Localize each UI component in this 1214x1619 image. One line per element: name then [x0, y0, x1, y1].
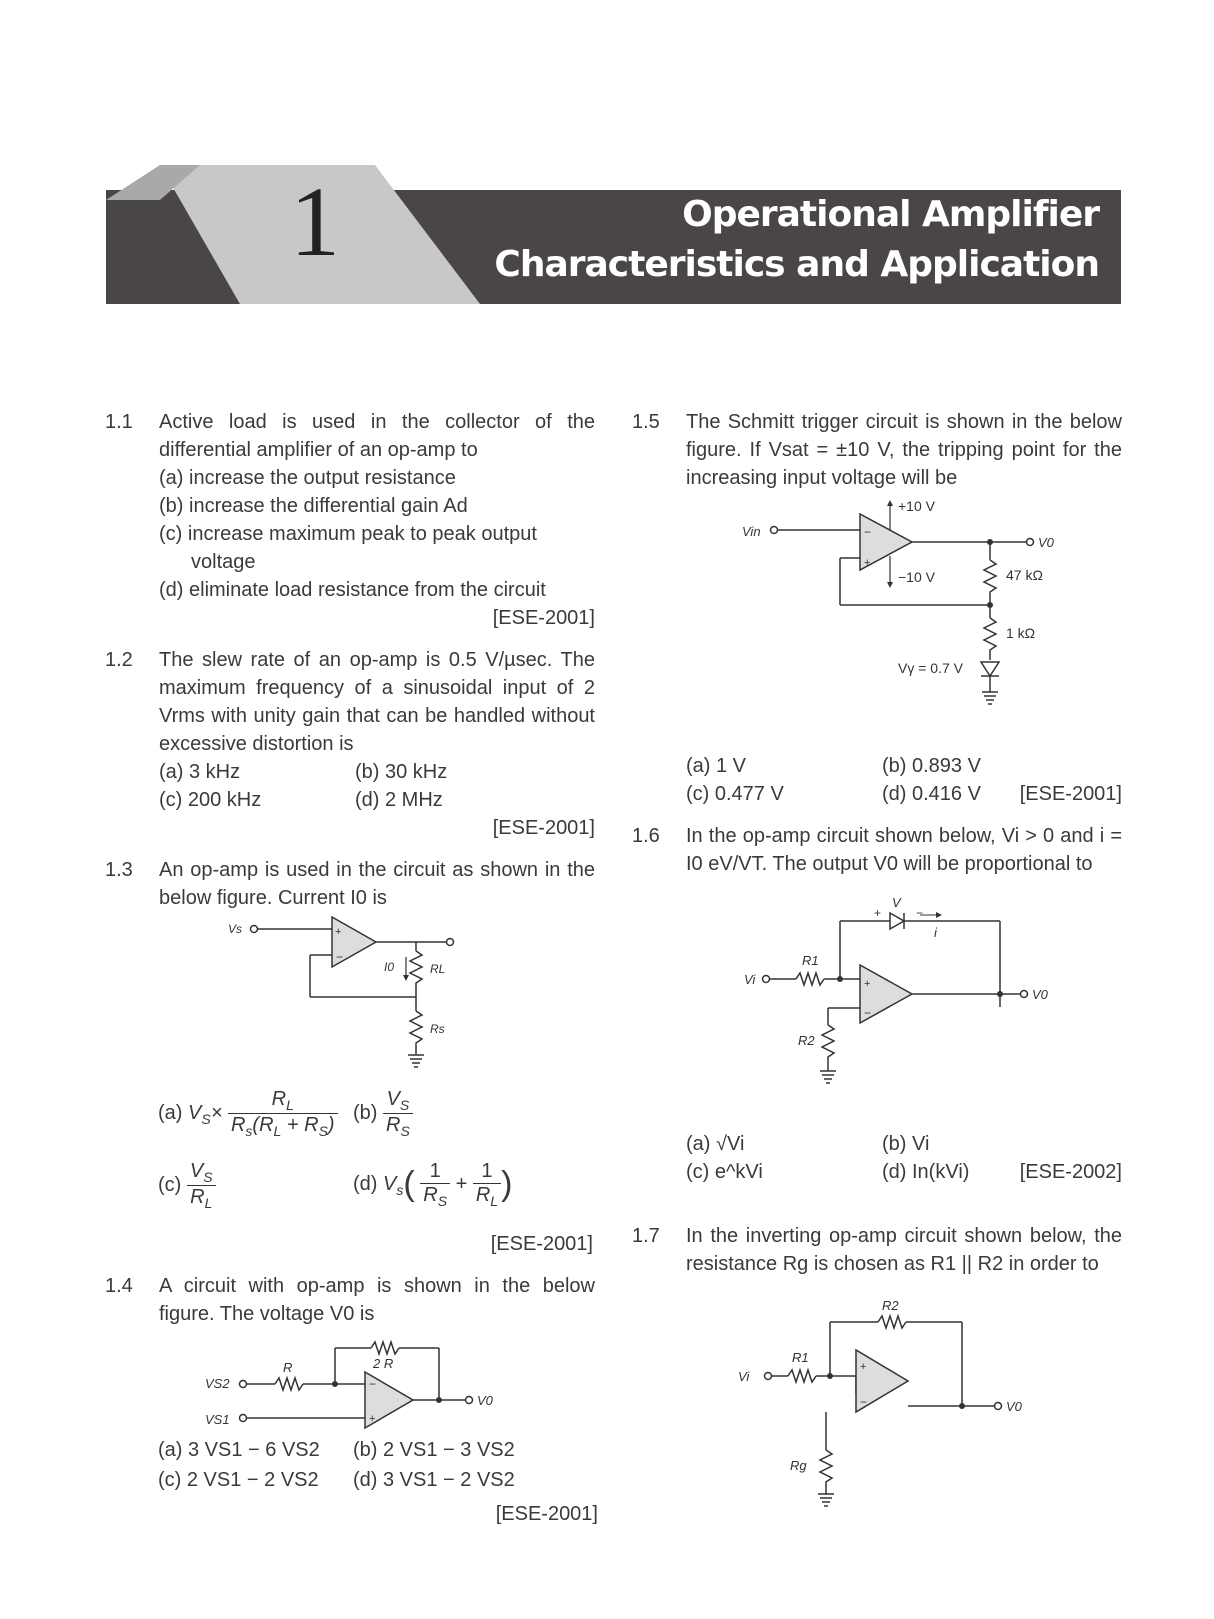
label-v0: V0: [477, 1393, 493, 1408]
question-text: In the op-amp circuit shown below, Vi > 0 and i = I0 eV/VT. The output V0 will be proportional to: [686, 825, 1122, 875]
option-a: (a) √Vi: [686, 1133, 745, 1155]
exam-reference: [ESE-2001]: [495, 1503, 598, 1525]
exam-reference: [ESE-2002]: [1019, 1161, 1122, 1183]
option-c: (c) $\frac{V_S}{R_L}$: [158, 1160, 216, 1211]
option-a: (a) 3 kHz: [159, 761, 241, 783]
question-number: 1.4: [105, 1275, 133, 1297]
label-plus10v: +10 V: [898, 500, 935, 514]
label-vgamma: Vγ = 0.7 V: [898, 660, 963, 676]
option-b: (b) 0.893 V: [882, 755, 981, 777]
question-text: Active load is used in the collector of the differential amplifier of an op-amp to: [159, 411, 595, 461]
question-text: The Schmitt trigger circuit is shown in the below figure. If Vsat = ±10 V, the tripping point for the increasing input voltage will be: [686, 411, 1122, 489]
label-v0: V0: [1038, 535, 1054, 550]
option-d: (d) eliminate load resistance from the circuit: [159, 579, 546, 601]
label-vi: Vi: [744, 972, 756, 987]
question-number: 1.7: [632, 1225, 660, 1247]
label-2r: 2 R: [373, 1356, 394, 1371]
option-b: (b) 2 VS1 − 3 VS2: [353, 1439, 515, 1461]
option-b: (b) Vi: [882, 1133, 930, 1155]
svg-text:−: −: [369, 1377, 377, 1391]
svg-text:+: +: [860, 1361, 867, 1373]
label-vi: Vi: [738, 1369, 750, 1384]
circuit-diagram-1-5: [740, 500, 1080, 740]
option-a: (a) 3 VS1 − 6 VS2: [158, 1439, 320, 1461]
option-d: (d) 2 MHz: [355, 789, 443, 811]
svg-text:+: +: [335, 926, 342, 938]
chapter-title-line1: Operational Amplifier: [682, 194, 1099, 235]
question-1-6-options: [686, 1130, 1122, 1186]
circuit-diagram-1-6: [740, 895, 1080, 1125]
circuit-diagram-1-3: [220, 915, 480, 1085]
option-c: (c) 0.477 V: [686, 783, 784, 805]
label-vs: Vs: [228, 922, 243, 936]
question-1-4-options: [158, 1436, 598, 1528]
option-d: (d) $V_s$( $\frac{1}{R_S}$ + $\frac{1}{R_L}$ ): [353, 1160, 513, 1209]
label-plus: +: [874, 906, 882, 920]
option-b: (b) $\frac{V_S}{R_S}$: [353, 1088, 413, 1139]
exam-reference: [ESE-2001]: [492, 817, 595, 839]
label-v: V: [892, 895, 901, 910]
option-a: (a) increase the output resistance: [159, 467, 456, 489]
label-r1: R1: [792, 1350, 809, 1365]
question-text: An op-amp is used in the circuit as shown in the below figure. Current I0 is: [159, 859, 595, 909]
question-number: 1.5: [632, 411, 660, 433]
label-vin: Vin: [742, 524, 761, 539]
svg-text:−: −: [864, 525, 872, 539]
exam-reference: [ESE-2001]: [1019, 783, 1122, 805]
chapter-number: 1: [290, 166, 340, 277]
question-number: 1.2: [105, 649, 133, 671]
label-i: i: [934, 925, 937, 940]
question-text: In the inverting op-amp circuit shown below, the resistance Rg is chosen as R1 || R2 in order to: [686, 1225, 1122, 1275]
option-b: (b) increase the differential gain Ad: [159, 495, 468, 517]
label-r: R: [283, 1360, 293, 1375]
label-minus: −: [916, 906, 924, 920]
option-b: (b) 30 kHz: [355, 761, 448, 783]
label-v0: V0: [1006, 1399, 1022, 1414]
label-r2: R2: [882, 1298, 899, 1313]
svg-text:+: +: [864, 557, 871, 569]
option-c: (c) 2 VS1 − 2 VS2: [158, 1469, 319, 1491]
option-d: (d) In(kVi): [882, 1161, 970, 1183]
question-text: A circuit with op-amp is shown in the below figure. The voltage V0 is: [159, 1275, 595, 1325]
option-c: (c) increase maximum peak to peak output voltage: [159, 523, 537, 573]
option-d: (d) 3 VS1 − 2 VS2: [353, 1469, 515, 1491]
question-number: 1.3: [105, 859, 133, 881]
label-io: I0: [384, 960, 395, 974]
svg-text:−: −: [860, 1395, 868, 1409]
svg-text:+: +: [864, 978, 871, 990]
option-c: (c) e^kVi: [686, 1161, 763, 1183]
chapter-title-line2: Characteristics and Application: [494, 244, 1099, 285]
option-a: (a) $V_S\times$ $\frac{R_L}{R_s(R_L + R_S)}$: [158, 1088, 338, 1139]
label-vs1: VS1: [205, 1412, 230, 1427]
label-47k: 47 kΩ: [1006, 567, 1043, 583]
option-a: (a) 1 V: [686, 755, 747, 777]
question-text: The slew rate of an op-amp is 0.5 V/µsec. The maximum frequency of a sinusoidal input of 2 Vrms with unity gain that can be handled without excessive distortion is: [159, 649, 595, 755]
question-number: 1.6: [632, 825, 660, 847]
svg-text:−: −: [336, 950, 344, 964]
circuit-diagram-1-4: [205, 1336, 525, 1436]
label-r1: R1: [802, 953, 819, 968]
option-c: (c) 200 kHz: [159, 789, 262, 811]
label-1k: 1 kΩ: [1006, 625, 1036, 641]
label-v0: V0: [1032, 987, 1048, 1002]
question-number: 1.1: [105, 411, 133, 433]
svg-text:−: −: [864, 1006, 872, 1020]
exam-reference: [ESE-2001]: [492, 607, 595, 629]
label-rs: Rs: [430, 1022, 445, 1036]
chapter-title: [494, 190, 1099, 290]
circuit-diagram-1-7: [730, 1290, 1070, 1520]
svg-text:+: +: [369, 1413, 376, 1425]
label-r2: R2: [798, 1033, 815, 1048]
label-rl: RL: [430, 962, 446, 976]
label-minus10v: −10 V: [898, 569, 935, 585]
label-rg: Rg: [790, 1458, 807, 1473]
option-d: (d) 0.416 V: [882, 783, 981, 805]
label-vs2: VS2: [205, 1376, 230, 1391]
question-1-5-options: [686, 752, 1122, 808]
exam-reference-1-3: [ESE-2001]: [490, 1233, 593, 1255]
